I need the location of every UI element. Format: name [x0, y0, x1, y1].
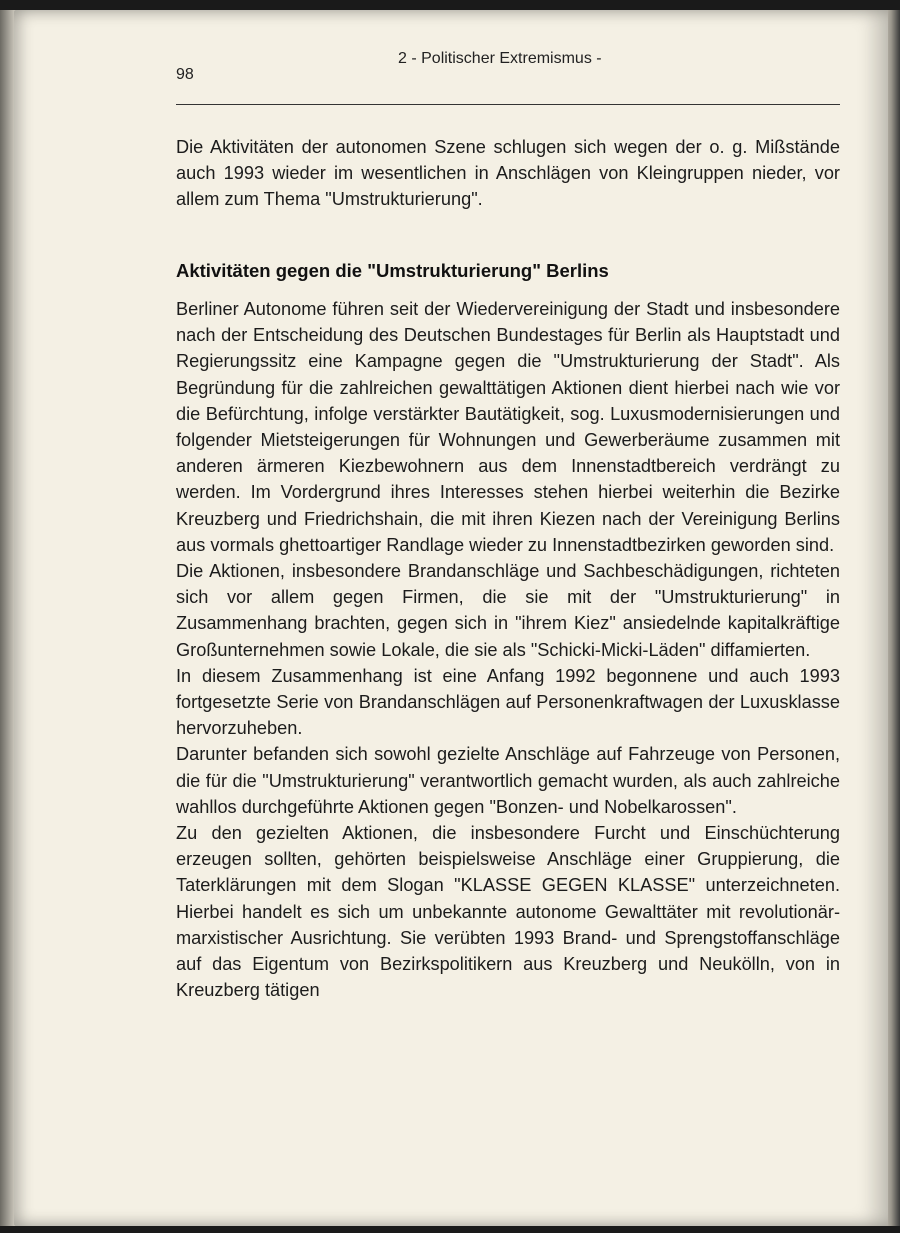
page-number: 98 [176, 66, 194, 83]
paragraph-1: Berliner Autonome führen seit der Wiedervereinigung der Stadt und insbesondere nach der Entscheidung des Deutschen Bundestages für Berlin als Hauptstadt und Regierungssitz eine Kampagne gegen die "Umstrukturierung der Stadt". Als Begründung für die zahlreichen gewalttätigen Aktionen dient hierbei nach wie vor die Befürchtung, infolge verstärkter Bautätigkeit, sog. Luxusmodernisierungen und folgender Mietsteigerungen für Wohnungen und Gewerberäume zusammen mit anderen ärmeren Kiezbewohnern aus dem Innenstadtbereich verdrängt zu werden. Im Vordergrund ihres Interesses stehen hierbei weiterhin die Bezirke Kreuzberg und Friedrichshain, die mit ihren Kiezen nach der Vereinigung Berlins aus vormals ghettoartiger Randlage wieder zu Innenstadtbezirken geworden sind. [176, 299, 840, 555]
intro-text: Die Aktivitäten der autonomen Szene schlugen sich wegen der o. g. Mißstände auch 1993 wieder im wesentlichen in Anschlägen von Kleingruppen nieder, vor allem zum Thema "Umstrukturierung". [176, 137, 840, 210]
header-rule [176, 104, 840, 105]
running-header: 2 - Politischer Extremismus - [398, 50, 602, 67]
paragraph-2: Die Aktionen, insbesondere Brandanschläge und Sachbeschädigungen, richteten sich vor allem gegen Firmen, die sie mit der "Umstrukturierung" in Zusammenhang brachten, gegen sich in "ihrem Kiez" ansiedelnde kapitalkräftige Großunternehmen sowie Lokale, die sie als "Schicki-Micki-Läden" diffamierten. [176, 561, 840, 660]
paragraph-4: Darunter befanden sich sowohl gezielte Anschläge auf Fahrzeuge von Personen, die für die "Umstrukturierung" verantwortlich gemacht wurden, als auch zahlreiche wahllos durchgeführte Aktionen gegen "Bonzen- und Nobelkarossen". [176, 744, 840, 817]
paragraph-5: Zu den gezielten Aktionen, die insbesondere Furcht und Einschüchterung erzeugen sollten, gehörten beispielsweise Anschläge einer Gruppierung, die Taterklärungen mit dem Slogan "KLASSE GEGEN KLASSE" unterzeichneten. Hierbei handelt es sich um unbekannte autonome Gewalttäter mit revolutionär-marxistischer Ausrichtung. Sie verübten 1993 Brand- und Sprengstoffanschläge auf das Eigentum von Bezirkspolitikern aus Kreuzberg und Neukölln, von in Kreuzberg tätigen [176, 823, 840, 1001]
section-heading: Aktivitäten gegen die "Umstrukturierung" Berlins [176, 260, 609, 281]
intro-paragraph [176, 134, 840, 213]
section-body [176, 296, 840, 1003]
paragraph-3: In diesem Zusammenhang ist eine Anfang 1992 begonnene und auch 1993 fortgesetzte Serie von Brandanschlägen auf Personenkraftwagen der Luxusklasse hervorzuheben. [176, 665, 840, 739]
